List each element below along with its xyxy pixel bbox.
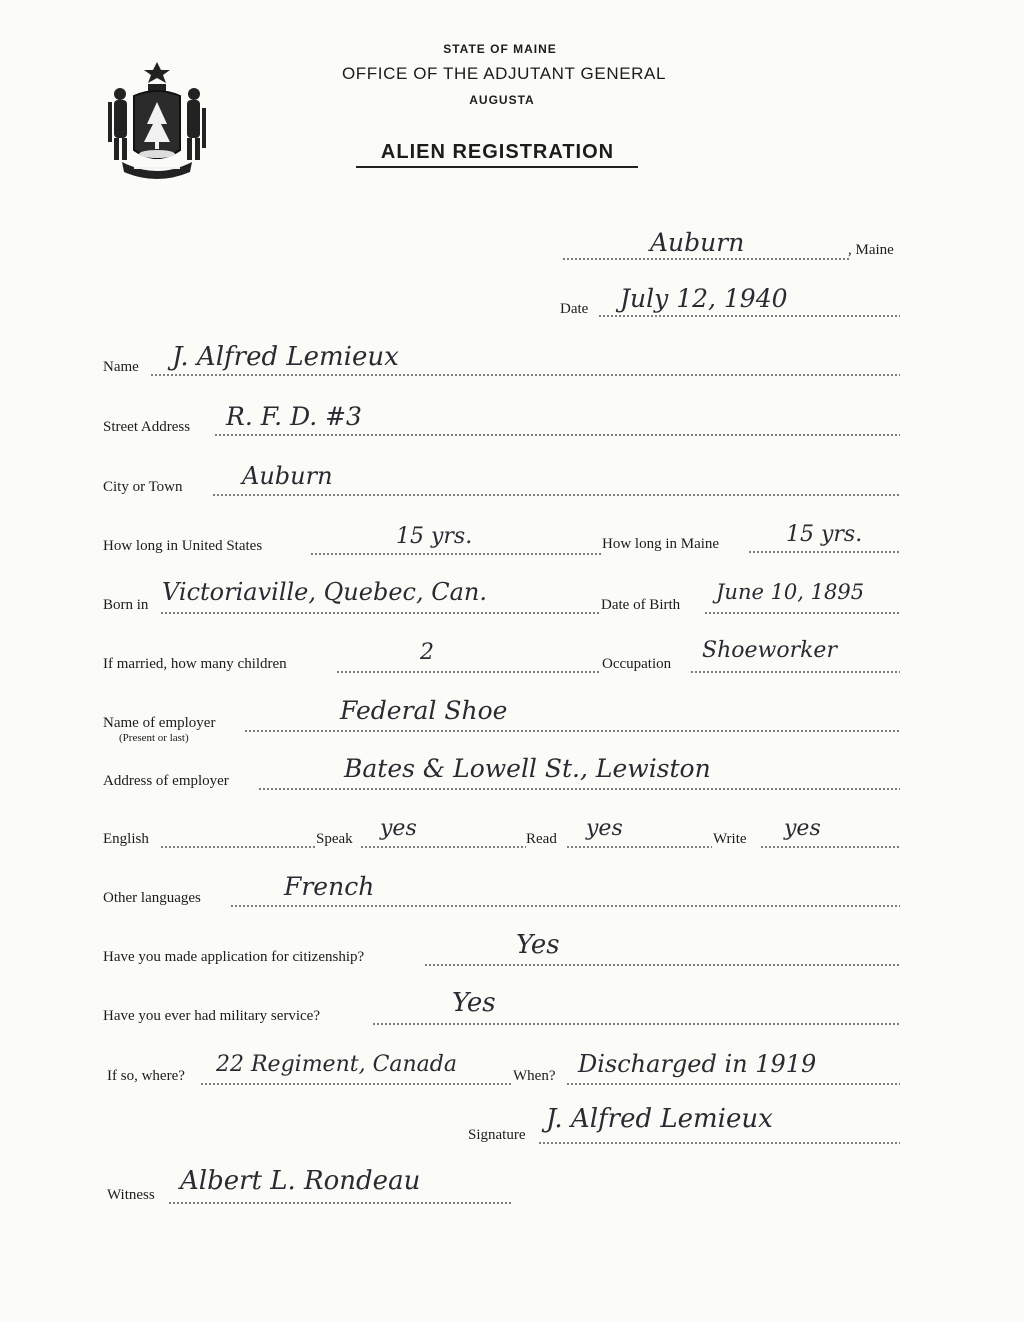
children-label: If married, how many children <box>103 656 287 672</box>
occupation-entry: Shoeworker <box>702 638 837 663</box>
english-field-line <box>160 846 316 848</box>
how-long-maine-label: How long in Maine <box>602 536 720 552</box>
how-long-maine-field-line <box>748 551 900 553</box>
applicant-signature: J. Alfred Lemieux <box>546 1104 773 1134</box>
town-field-line <box>562 258 850 260</box>
when-entry: Discharged in 1919 <box>578 1050 817 1078</box>
when-field-line <box>566 1083 900 1085</box>
employer-address-entry: Bates & Lowell St., Lewiston <box>344 754 711 783</box>
witness-signature: Albert L. Rondeau <box>180 1166 421 1196</box>
street-address-entry: R. F. D. #3 <box>226 402 362 431</box>
employer-label: Name of employer <box>103 715 216 731</box>
other-languages-label: Other languages <box>103 890 201 906</box>
employer-field-line <box>244 730 900 732</box>
military-field-line <box>372 1023 900 1025</box>
how-long-us-field-line <box>310 553 602 555</box>
form-title: ALIEN REGISTRATION <box>380 141 615 163</box>
name-label: Name <box>103 359 139 375</box>
where-field-line <box>200 1083 512 1085</box>
header-state: STATE OF MAINE <box>443 42 557 56</box>
date-of-birth-entry: June 10, 1895 <box>716 580 865 604</box>
speak-label: Speak <box>316 831 353 847</box>
date-of-birth-label: Date of Birth <box>601 597 681 613</box>
military-label: Have you ever had military service? <box>103 1008 320 1024</box>
signature-label: Signature <box>468 1127 526 1143</box>
street-address-label: Street Address <box>103 419 191 435</box>
employer-address-field-line <box>258 788 900 790</box>
header-office: OFFICE OF THE ADJUTANT GENERAL <box>341 64 667 83</box>
when-label: When? <box>513 1068 556 1084</box>
date-field-line <box>598 315 900 317</box>
military-entry: Yes <box>452 988 496 1018</box>
children-entry: 2 <box>420 640 434 665</box>
street-address-field-line <box>214 434 900 436</box>
city-town-field-line <box>212 494 900 496</box>
name-entry: J. Alfred Lemieux <box>172 342 399 372</box>
employer-address-label: Address of employer <box>103 773 229 789</box>
read-field-line <box>566 846 712 848</box>
citizenship-entry: Yes <box>516 930 560 960</box>
date-entry: July 12, 1940 <box>620 284 788 313</box>
occupation-field-line <box>690 671 900 673</box>
other-languages-field-line <box>230 905 900 907</box>
date-label: Date <box>560 301 589 317</box>
other-languages-entry: French <box>284 872 375 901</box>
citizenship-label: Have you made application for citizenship? <box>103 949 365 965</box>
write-entry: yes <box>784 816 821 841</box>
town-entry: Auburn <box>650 228 745 257</box>
read-label: Read <box>526 831 557 847</box>
city-town-label: City or Town <box>103 479 183 495</box>
maine-label: , Maine <box>848 242 894 258</box>
name-field-line <box>150 374 900 376</box>
read-entry: yes <box>586 816 623 841</box>
children-field-line <box>336 671 600 673</box>
english-label: English <box>103 831 149 847</box>
born-in-field-line <box>160 612 600 614</box>
write-field-line <box>760 846 900 848</box>
born-in-entry: Victoriaville, Quebec, Can. <box>162 578 487 606</box>
citizenship-field-line <box>424 964 900 966</box>
city-town-entry: Auburn <box>242 462 333 490</box>
how-long-us-entry: 15 yrs. <box>396 524 473 549</box>
how-long-maine-entry: 15 yrs. <box>786 522 863 547</box>
witness-field-line <box>168 1202 512 1204</box>
speak-entry: yes <box>380 816 417 841</box>
how-long-us-label: How long in United States <box>103 538 263 554</box>
where-entry: 22 Regiment, Canada <box>216 1052 458 1077</box>
speak-field-line <box>360 846 526 848</box>
where-label: If so, where? <box>107 1068 185 1084</box>
date-of-birth-field-line <box>704 612 900 614</box>
header-city: AUGUSTA <box>469 93 535 107</box>
write-label: Write <box>713 831 747 847</box>
signature-field-line <box>538 1142 900 1144</box>
employer-entry: Federal Shoe <box>340 696 508 725</box>
employer-note: (Present or last) <box>119 732 189 744</box>
witness-label: Witness <box>107 1187 155 1203</box>
title-underline <box>356 166 638 168</box>
born-in-label: Born in <box>103 597 149 613</box>
occupation-label: Occupation <box>602 656 672 672</box>
